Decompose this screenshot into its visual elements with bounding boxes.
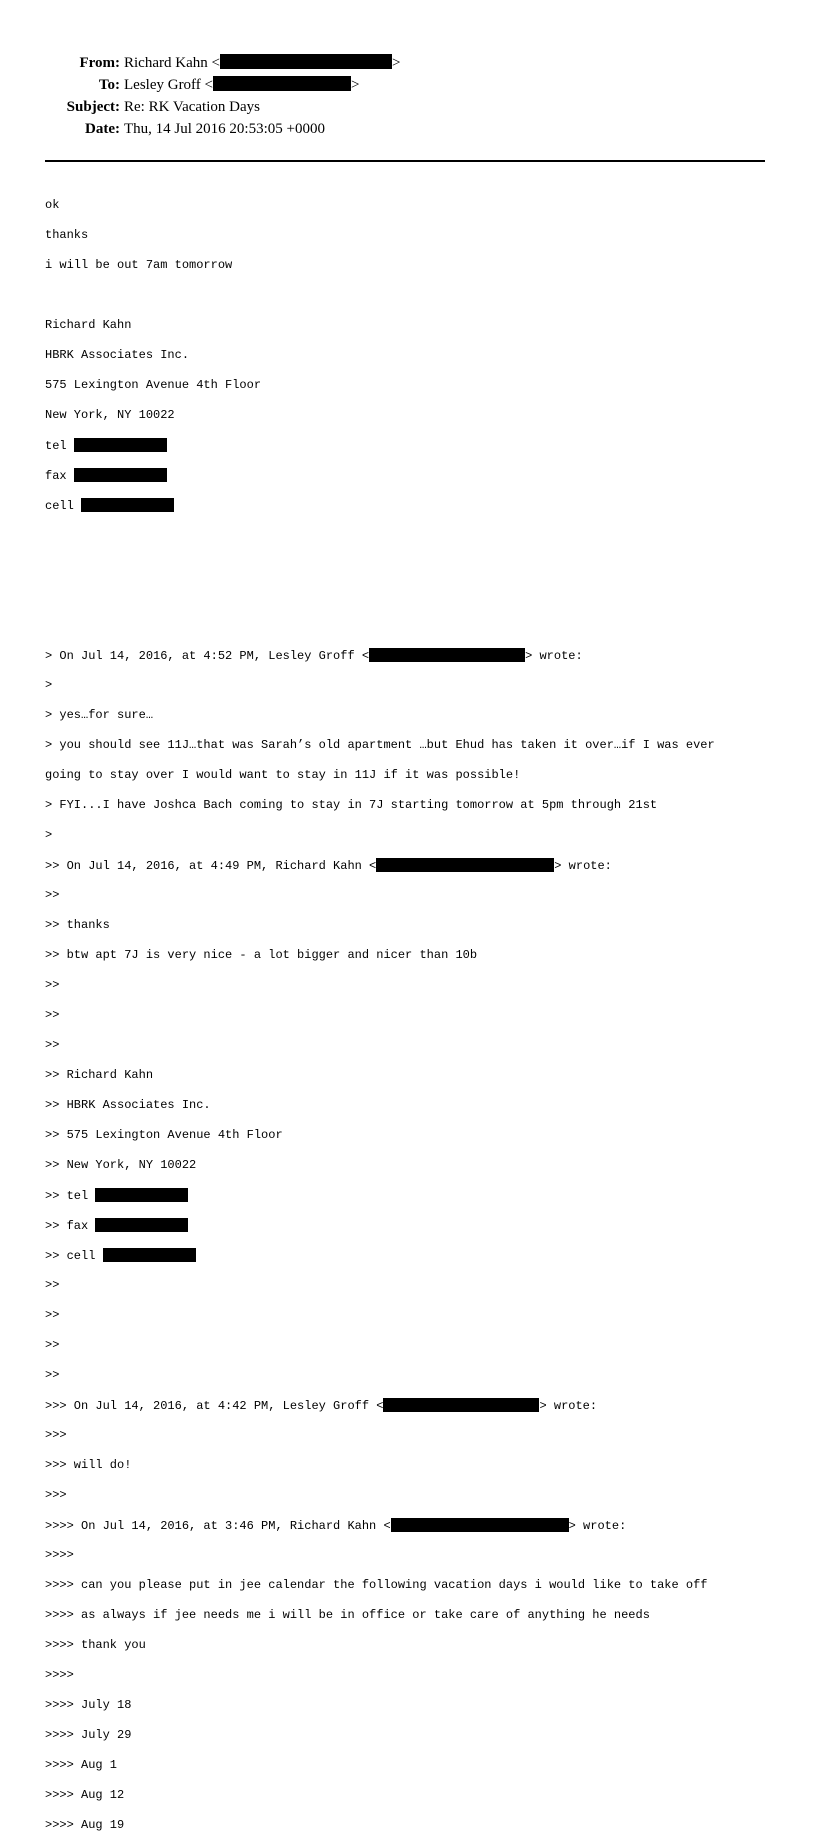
quote-header-end: > wrote: [554,859,612,873]
body-line: 575 Lexington Avenue 4th Floor [45,378,262,392]
body-line: >> HBRK Associates Inc. [45,1098,211,1112]
body-line [45,498,805,513]
body-line: >>>> Aug 19 [45,1818,125,1832]
body-line: >> [45,1308,60,1322]
body-line: i will be out 7am tomorrow [45,258,233,272]
body-line [45,648,805,663]
quote-header-end: > wrote: [525,649,583,663]
redaction [74,438,167,452]
body-line: >> btw apt 7J is very nice - a lot bigger and nicer than 10b [45,948,478,962]
from-row [0,52,816,74]
body-line: New York, NY 10022 [45,408,175,422]
body-line: >>>> July 29 [45,1728,132,1742]
body-line [45,1248,805,1263]
body-line: >>> [45,1428,67,1442]
body-line: >> thanks [45,918,110,932]
body-line: >> [45,1368,60,1382]
quote-header-start: >>> On Jul 14, 2016, at 4:42 PM, Lesley Groff < [45,1399,384,1413]
redaction [391,1518,569,1532]
fax-label: >> fax [45,1219,96,1233]
body-line: going to stay over I would want to stay in 11J if it was possible! [45,768,521,782]
body-line: >> New York, NY 10022 [45,1158,197,1172]
redaction [95,1188,188,1202]
to-row [0,74,816,96]
body-line: >> Richard Kahn [45,1068,154,1082]
redaction [74,468,167,482]
from-name: Richard Kahn [124,55,208,71]
body-line: >>> will do! [45,1458,132,1472]
body-line [45,1188,805,1203]
email-header [0,52,816,140]
body-line: >>>> Aug 12 [45,1788,125,1802]
date-row [0,118,816,140]
redaction [383,1398,539,1412]
quote-header-end: > wrote: [568,1519,627,1533]
body-line: >> 575 Lexington Avenue 4th Floor [45,1128,283,1142]
body-line [45,438,805,453]
from-label: From: [79,55,120,71]
body-line: > [45,678,53,692]
quote-header-start: > On Jul 14, 2016, at 4:52 PM, Lesley Groff < [45,649,370,663]
subject-row [0,96,816,118]
redaction [103,1248,196,1262]
email-body [45,183,805,1848]
fax-label: fax [45,469,74,483]
tel-label: >> tel [45,1189,96,1203]
body-line: >>>> [45,1668,74,1682]
body-line: Richard Kahn [45,318,132,332]
body-line: > [45,828,53,842]
body-line: >>>> thank you [45,1638,146,1652]
quote-header-start: >> On Jul 14, 2016, at 4:49 PM, Richard Kahn < [45,859,377,873]
body-line: thanks [45,228,89,242]
to-label: To: [98,77,120,93]
body-line: >> [45,1338,60,1352]
body-line: >> [45,888,60,902]
body-line: > you should see 11J…that was Sarah’s old apartment …but Ehud has taken it over…if I was ever [45,738,715,752]
redaction [213,76,351,91]
body-line [45,528,805,543]
body-line: >>>> [45,1548,74,1562]
body-line [45,288,805,303]
body-line: > yes…for sure… [45,708,154,722]
redaction [220,54,392,69]
body-line: ok [45,198,60,212]
body-line [45,588,805,603]
body-line: HBRK Associates Inc. [45,348,190,362]
body-line: >> [45,978,60,992]
body-line: >> [45,1038,60,1052]
body-line [45,1218,805,1233]
body-line: >> [45,1278,60,1292]
to-value: Lesley Groff < > [124,77,360,93]
body-line [45,1518,805,1533]
subject-label: Subject: [66,99,120,115]
cell-label: cell [45,499,82,513]
from-value: Richard Kahn < > [124,55,401,71]
body-line [45,1398,805,1413]
redaction [376,858,554,872]
redaction [81,498,174,512]
quote-header-end: > wrote: [539,1399,598,1413]
body-line: >>>> can you please put in jee calendar the following vacation days i would like to take off [45,1578,708,1592]
quote-header-start: >>>> On Jul 14, 2016, at 3:46 PM, Richard Kahn < [45,1519,391,1533]
cell-label: >> cell [45,1249,103,1263]
body-line [45,858,805,873]
tel-label: tel [45,439,74,453]
date-value: Thu, 14 Jul 2016 20:53:05 +0000 [124,121,325,137]
body-line: >> [45,1008,60,1022]
body-line: >>>> Aug 1 [45,1758,118,1772]
body-line: >>>> as always if jee needs me i will be in office or take care of anything he needs [45,1608,650,1622]
date-label: Date: [85,121,120,137]
redaction [369,648,525,662]
body-line: >>>> July 18 [45,1698,132,1712]
body-line [45,618,805,633]
body-line [45,468,805,483]
body-line: >>> [45,1488,67,1502]
header-divider [45,160,765,162]
redaction [95,1218,188,1232]
subject-value: Re: RK Vacation Days [124,99,260,115]
body-line [45,558,805,573]
body-line: > FYI...I have Joshca Bach coming to stay in 7J starting tomorrow at 5pm through 21st [45,798,658,812]
to-name: Lesley Groff [124,77,201,93]
